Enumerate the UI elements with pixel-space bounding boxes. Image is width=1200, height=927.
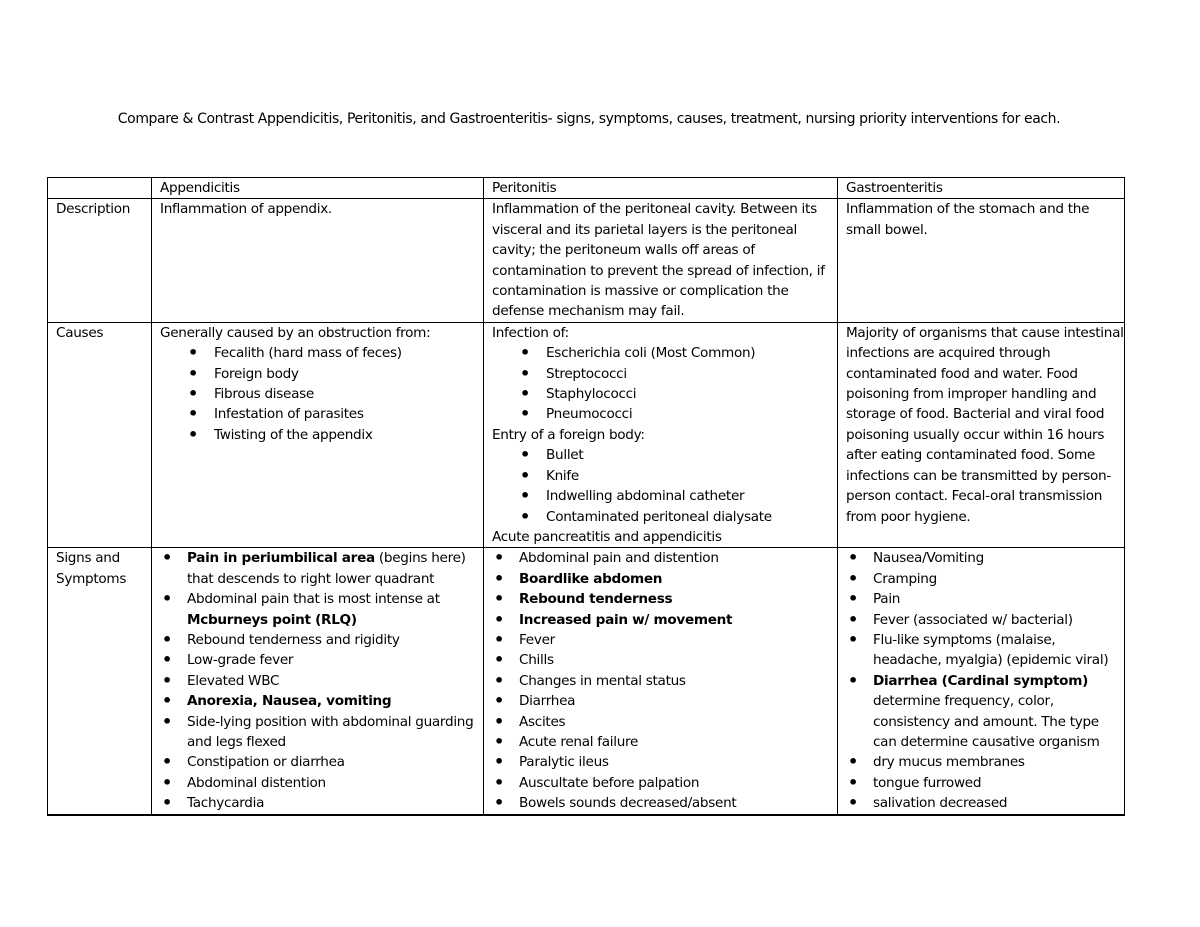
emphasis-text: Rebound tenderness: [519, 591, 673, 608]
list-item: • Fibrous disease: [160, 384, 483, 404]
emphasis-text: Pain in periumbilical area: [187, 550, 375, 567]
causes-peritonitis-foreign-body-list: [492, 445, 837, 527]
causes-peritonitis: [484, 322, 838, 547]
page-title: Compare & Contrast Appendicitis, Peritonitis, and Gastroenteritis- signs, symptoms, causes, treatment, nursing priority interventions for each.: [117, 111, 1061, 127]
list-item: • Tachycardia: [160, 793, 483, 813]
list-item: • Nausea/Vomiting: [846, 548, 1124, 568]
list-item: • dry mucus membranes: [846, 752, 1124, 772]
emphasis-text: Mcburneys point (RLQ): [187, 611, 357, 628]
list-item: • Contaminated peritoneal dialysate: [492, 507, 837, 527]
list-item-text: determine frequency, color, consistency and amount. The type can determine causative organism: [873, 693, 1100, 750]
list-item: • Diarrhea: [492, 691, 837, 711]
causes-peritonitis-infection-list: [492, 343, 837, 425]
list-item: • Bowels sounds decreased/absent: [492, 793, 837, 813]
list-item: • Paralytic ileus: [492, 752, 837, 772]
causes-peritonitis-intro-foreign-body: Entry of a foreign body:: [492, 426, 645, 443]
emphasis-text: Anorexia, Nausea, vomiting: [187, 693, 392, 710]
signs-peritonitis: [484, 548, 838, 815]
header-cell-gastroenteritis: Gastroenteritis: [838, 178, 1125, 199]
list-item: • Infestation of parasites: [160, 404, 483, 424]
causes-appendicitis: [152, 322, 484, 547]
list-item: • Changes in mental status: [492, 671, 837, 691]
emphasis-text: Increased pain w/ movement: [519, 611, 733, 628]
causes-gastroenteritis: Majority of organisms that cause intestinal infections are acquired through contaminated food and water. Food poisoning from improper handling and storage of food. Bacterial and viral food poisoning usually occur within 16 hours after eating contaminated food. Some infections can be transmitted by person-person contact. Fecal-oral transmission from poor hygiene.: [838, 322, 1125, 547]
list-item: • Escherichia coli (Most Common): [492, 343, 837, 363]
list-item: [492, 569, 837, 589]
header-cell-blank: [48, 178, 152, 199]
signs-appendicitis-list: [160, 548, 483, 813]
list-item: • Streptococci: [492, 364, 837, 384]
list-item-text: Abdominal pain that is most intense at: [187, 591, 440, 608]
list-item: • Side-lying position with abdominal guarding and legs flexed: [160, 712, 483, 753]
list-item: • Abdominal pain and distention: [492, 548, 837, 568]
description-appendicitis: Inflammation of appendix.: [152, 199, 484, 322]
list-item: • Pneumococci: [492, 404, 837, 424]
table-row-description: [48, 199, 1125, 322]
list-item: [846, 671, 1124, 753]
list-item: • Cramping: [846, 569, 1124, 589]
row-label-causes: Causes: [48, 322, 152, 547]
list-item: • Fecalith (hard mass of feces): [160, 343, 483, 363]
description-gastroenteritis: Inflammation of the stomach and the small bowel.: [838, 199, 1125, 322]
list-item: • Acute renal failure: [492, 732, 837, 752]
list-item: • Pain: [846, 589, 1124, 609]
list-item-text: (begins here) that descends to right lower quadrant: [187, 550, 466, 587]
list-item: • Flu-like symptoms (malaise, headache, myalgia) (epidemic viral): [846, 630, 1124, 671]
list-item: • Constipation or diarrhea: [160, 752, 483, 772]
list-item: • Fever: [492, 630, 837, 650]
list-item: • Staphylococci: [492, 384, 837, 404]
signs-gastroenteritis-list: [846, 548, 1124, 813]
signs-peritonitis-list: [492, 548, 837, 813]
list-item: • salivation decreased: [846, 793, 1124, 813]
causes-peritonitis-intro-infection: Infection of:: [492, 324, 569, 341]
list-item: [160, 589, 483, 630]
list-item: • Foreign body: [160, 364, 483, 384]
list-item: • Twisting of the appendix: [160, 425, 483, 445]
signs-gastroenteritis: [838, 548, 1125, 815]
header-cell-appendicitis: Appendicitis: [152, 178, 484, 199]
emphasis-text: Diarrhea (Cardinal symptom): [873, 672, 1088, 689]
list-item: • tongue furrowed: [846, 773, 1124, 793]
list-item: [160, 548, 483, 589]
causes-peritonitis-outro: Acute pancreatitis and appendicitis: [492, 528, 722, 545]
emphasis-text: Boardlike abdomen: [519, 570, 663, 587]
signs-appendicitis: [152, 548, 484, 815]
table-row-signs: [48, 548, 1125, 815]
list-item: • Elevated WBC: [160, 671, 483, 691]
causes-appendicitis-intro: Generally caused by an obstruction from:: [160, 324, 431, 341]
list-item: • Chills: [492, 650, 837, 670]
description-peritonitis: Inflammation of the peritoneal cavity. Between its visceral and its parietal layers is the peritoneal cavity; the peritoneum walls off areas of contamination to prevent the spread of infection, if contamination is massive or complication the defense mechanism may fail.: [484, 199, 838, 322]
list-item: • Auscultate before palpation: [492, 773, 837, 793]
header-cell-peritonitis: Peritonitis: [484, 178, 838, 199]
list-item: [160, 691, 483, 711]
table-header-row: [48, 178, 1125, 199]
list-item: • Ascites: [492, 712, 837, 732]
list-item: • Rebound tenderness and rigidity: [160, 630, 483, 650]
row-label-description: Description: [48, 199, 152, 322]
table-row-causes: [48, 322, 1125, 547]
list-item: • Bullet: [492, 445, 837, 465]
list-item: [492, 589, 837, 609]
causes-appendicitis-list: [160, 343, 483, 445]
list-item: • Abdominal distention: [160, 773, 483, 793]
list-item: • Low-grade fever: [160, 650, 483, 670]
list-item: [492, 610, 837, 630]
comparison-table: [47, 177, 1125, 816]
list-item: • Knife: [492, 466, 837, 486]
row-label-signs: Signs and Symptoms: [48, 548, 152, 815]
list-item: • Fever (associated w/ bacterial): [846, 610, 1124, 630]
list-item: • Indwelling abdominal catheter: [492, 486, 837, 506]
